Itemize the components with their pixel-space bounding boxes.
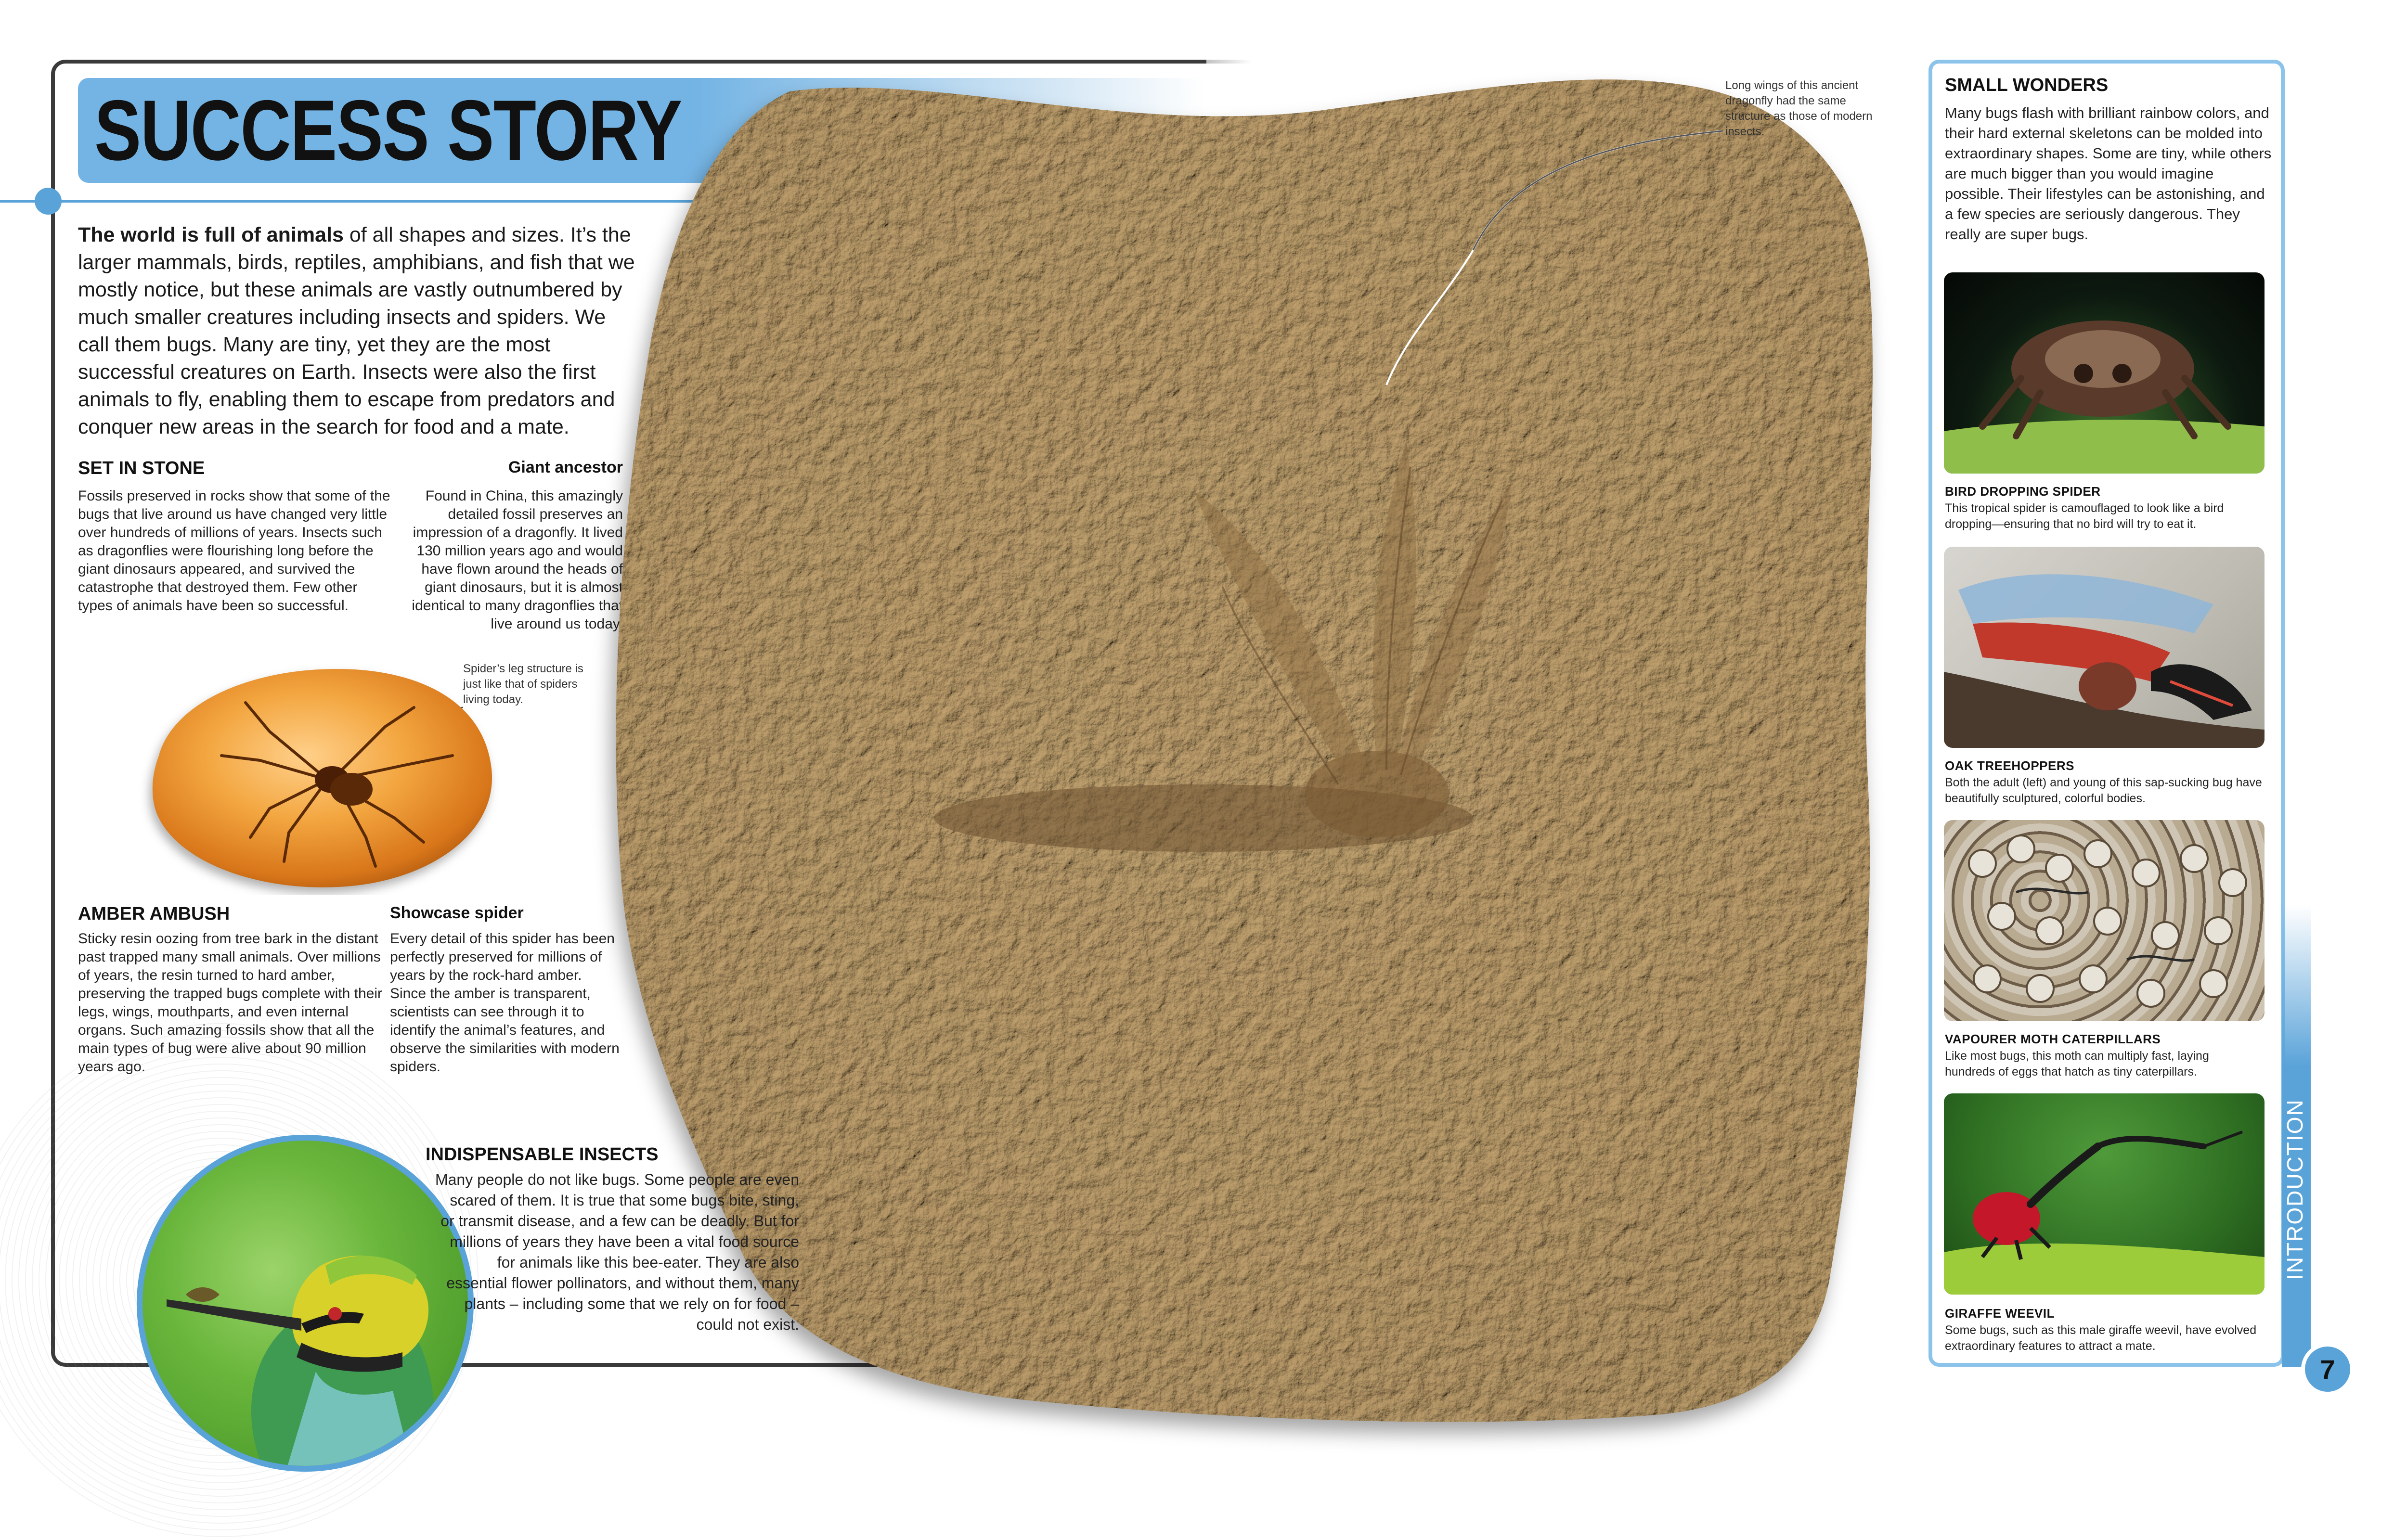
intro-rest: of all shapes and sizes. It’s the larger mammals, birds, reptiles, amphibians, and fish that we mostly notice, but these animals are vastly outnumbered by much smaller creatures including insects and spiders. We call them bugs. Many are tiny, yet they are the most successful creatures on Earth. Insects were also the first animals to fly, enabling them to escape from predators and conquer new areas in the search for food and a mate. — [78, 223, 635, 438]
showcase-spider-text: Every detail of this spider has been perfectly preserved for millions of years by the rock-hard amber. Since the amber is transparent, scientists can see through it to identify the animal’s features, and observe the similarities with modern spiders. — [390, 930, 621, 1076]
giant-ancestor-heading: Giant ancestor — [414, 458, 623, 477]
photo-3-caption: Like most bugs, this moth can multiply fast, laying hundreds of eggs that hatch as tiny caterpillars. — [1945, 1048, 2263, 1080]
set-in-stone-heading: SET IN STONE — [78, 458, 205, 479]
photo-4-caption: Some bugs, such as this male giraffe weevil, have evolved extraordinary features to attract a mate. — [1945, 1322, 2272, 1354]
page-number: 7 — [2301, 1343, 2354, 1396]
long-wings-annotation: Long wings of this ancient dragonfly had the same structure as those of modern insects. — [1725, 78, 1884, 140]
set-in-stone-text: Fossils preserved in rocks show that some of the bugs that live around us have changed very little over hundreds of millions of years. Insects such as dragonflies were flourishing long before the giant dinosaurs appeared, and survived the catastrophe that destroyed them. Few other types of animals have been so successful. — [78, 487, 396, 615]
small-wonders-text: Many bugs flash with brilliant rainbow colors, and their hard external skeletons can be molded into extraordinary shapes. Some are tiny, while others are much bigger than you would imagine possible. Their lifestyles can be astonishing, and a few species are seriously dangerous. They really are super bugs. — [1945, 103, 2272, 244]
photo-4-title: GIRAFFE WEEVIL — [1945, 1306, 2055, 1321]
spider-leg-annotation: Spider’s leg structure is just like that of spiders living today. — [463, 661, 588, 707]
page-title: SUCCESS STORY — [94, 81, 682, 180]
amber-ambush-heading: AMBER AMBUSH — [78, 904, 230, 924]
small-wonders-heading: SMALL WONDERS — [1945, 75, 2108, 96]
photo-1-caption: This tropical spider is camouflaged to look like a bird dropping—ensuring that no bird will try to eat it. — [1945, 500, 2263, 532]
photo-1-title: BIRD DROPPING SPIDER — [1945, 484, 2101, 499]
giant-ancestor-text: Found in China, this amazingly detailed fossil preserves an impression of a dragonfly. It lived 130 million years ago and would have flown around the heads of giant dinosaurs, but it is almost identical to many dragonflies that live around us today. — [409, 487, 623, 633]
showcase-spider-heading: Showcase spider — [390, 904, 524, 923]
indispensable-text: Many people do not like bugs. Some people are even scared of them. It is true that some bugs bite, sting, or transmit disease, and a few can be deadly. But for millions of years they have been a vital food source for animals like this bee-eater. They are also essential flower pollinators, and without them, many plants – including some that we rely on for food – could not exist. — [433, 1169, 799, 1335]
amber-ambush-text: Sticky resin oozing from tree bark in the distant past trapped many small animals. Over millions of years, the resin turned to hard amber, preserving the trapped bugs complete with their legs, wings, mouthparts, and even internal organs. Such that all the main million — [78, 930, 386, 1076]
indispensable-heading: INDISPENSABLE INSECTS — [426, 1144, 659, 1165]
intro-lead: The world is full of animals — [78, 223, 344, 246]
photo-3-title: VAPOURER MOTH CATERPILLARS — [1945, 1032, 2161, 1047]
photo-2-title: OAK TREEHOPPERS — [1945, 758, 2074, 773]
photo-2-caption: Both the adult (left) and young of this sap-sucking bug have beautifully sculptured, colorful bodies. — [1945, 775, 2263, 807]
